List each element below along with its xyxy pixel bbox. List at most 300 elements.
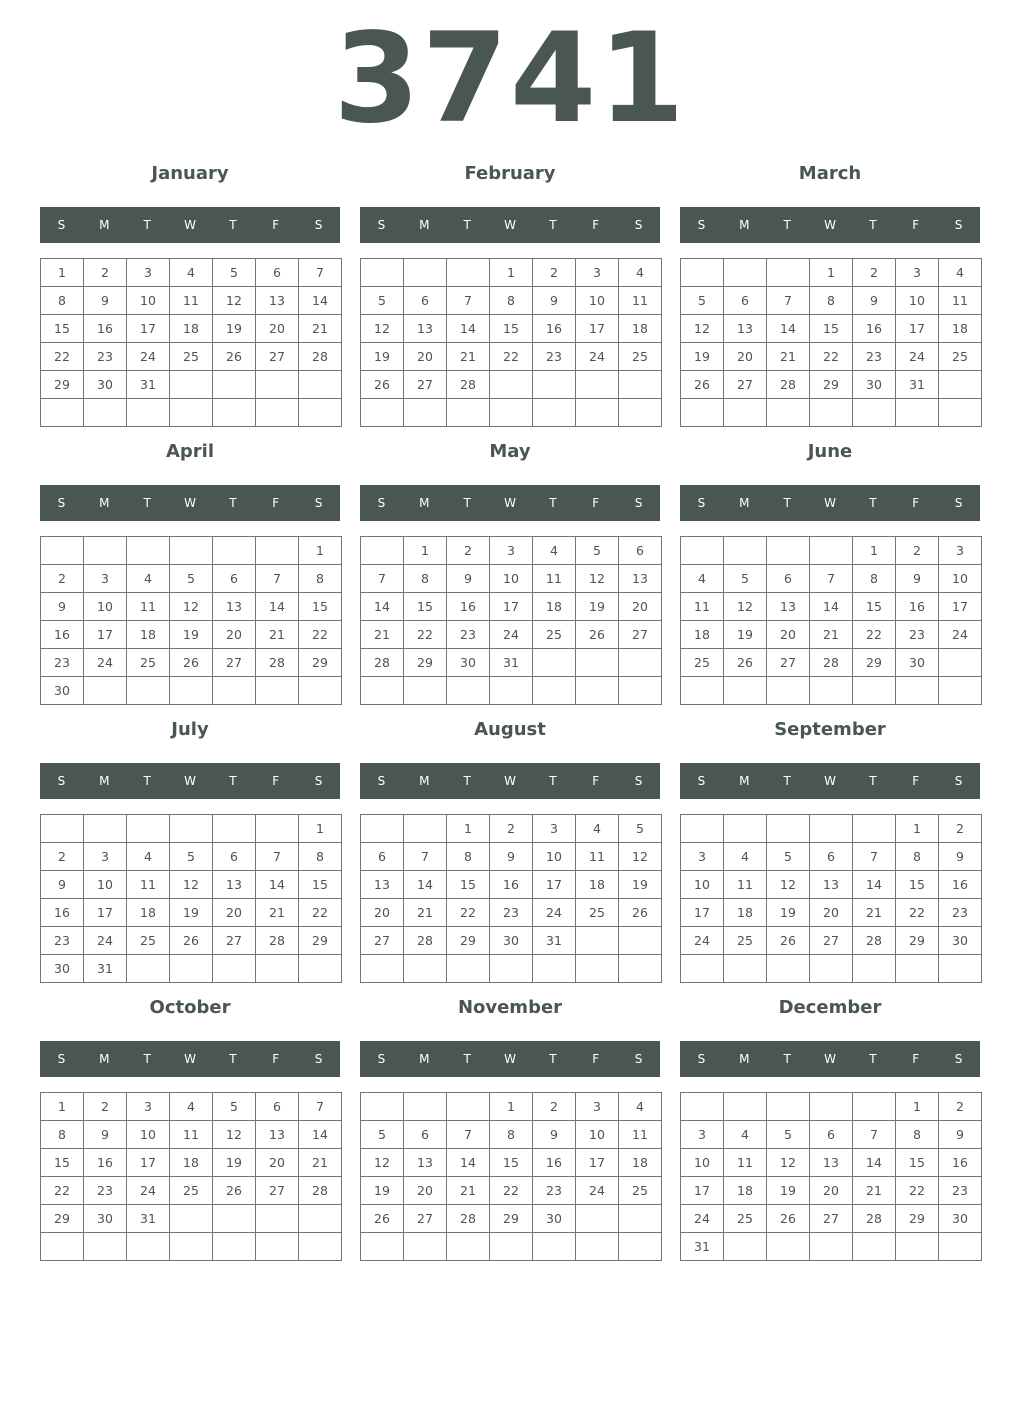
day-cell: 10: [576, 287, 619, 315]
day-cell: 18: [724, 1177, 767, 1205]
day-cell: 24: [576, 1177, 619, 1205]
day-cell: 5: [767, 843, 810, 871]
day-cell: [170, 371, 213, 399]
day-cell: 11: [724, 1149, 767, 1177]
day-cell: 21: [447, 343, 490, 371]
day-cell: 7: [256, 565, 299, 593]
day-cell: [404, 677, 447, 705]
day-cell: 16: [939, 1149, 982, 1177]
day-cell: [619, 371, 662, 399]
day-cell: [724, 677, 767, 705]
day-cell: 4: [724, 843, 767, 871]
day-cell: 16: [533, 315, 576, 343]
weekday-label: M: [739, 496, 750, 510]
weekday-label: M: [419, 1052, 430, 1066]
day-cell: [299, 1205, 342, 1233]
day-cell: [853, 399, 896, 427]
weekday-label: W: [184, 496, 196, 510]
day-cell: 5: [361, 1121, 404, 1149]
day-cell: [619, 677, 662, 705]
day-cell: 7: [810, 565, 853, 593]
day-cell: 28: [767, 371, 810, 399]
weekday-label: S: [314, 496, 323, 510]
weekday-label: F: [592, 496, 600, 510]
day-cell: 6: [767, 565, 810, 593]
day-cell: 20: [810, 899, 853, 927]
day-cell: 17: [490, 593, 533, 621]
weekday-label: W: [504, 1052, 516, 1066]
day-cell: 26: [361, 1205, 404, 1233]
day-cell: [404, 955, 447, 983]
day-cell: 8: [490, 287, 533, 315]
weekday-label: T: [463, 218, 471, 232]
day-cell: [361, 677, 404, 705]
weekday-header: [360, 763, 660, 799]
day-cell: [170, 677, 213, 705]
weekday-label: T: [869, 774, 877, 788]
day-cell: [576, 399, 619, 427]
day-grid: [360, 536, 662, 705]
day-cell: 20: [213, 621, 256, 649]
day-cell: [447, 677, 490, 705]
day-cell: 25: [170, 343, 213, 371]
day-cell: 4: [619, 259, 662, 287]
day-cell: 12: [170, 593, 213, 621]
day-cell: 30: [84, 371, 127, 399]
day-cell: [576, 371, 619, 399]
day-cell: 5: [361, 287, 404, 315]
week-row: [41, 593, 342, 621]
day-cell: 30: [853, 371, 896, 399]
day-cell: 15: [853, 593, 896, 621]
day-cell: 4: [170, 1093, 213, 1121]
day-cell: 22: [853, 621, 896, 649]
day-cell: 8: [447, 843, 490, 871]
day-cell: 9: [939, 1121, 982, 1149]
day-cell: 16: [939, 871, 982, 899]
day-cell: [490, 955, 533, 983]
day-cell: 29: [853, 649, 896, 677]
day-cell: 1: [404, 537, 447, 565]
week-row: [361, 593, 662, 621]
day-cell: [404, 259, 447, 287]
weekday-label: W: [824, 774, 836, 788]
day-cell: [681, 537, 724, 565]
day-cell: 15: [810, 315, 853, 343]
weekday-label: T: [549, 774, 557, 788]
day-cell: 9: [84, 1121, 127, 1149]
weekday-label: S: [57, 1052, 66, 1066]
day-cell: [853, 1093, 896, 1121]
day-cell: 8: [896, 843, 939, 871]
day-cell: 6: [404, 1121, 447, 1149]
day-cell: 28: [853, 1205, 896, 1233]
day-cell: [939, 677, 982, 705]
day-cell: [256, 815, 299, 843]
day-cell: 27: [404, 1205, 447, 1233]
day-cell: 24: [681, 927, 724, 955]
weekday-label: T: [549, 496, 557, 510]
weekday-label: S: [634, 1052, 643, 1066]
day-cell: [853, 677, 896, 705]
day-cell: 8: [299, 565, 342, 593]
weekday-label: W: [504, 774, 516, 788]
day-cell: 3: [681, 843, 724, 871]
day-cell: 20: [256, 1149, 299, 1177]
day-cell: 29: [896, 1205, 939, 1233]
day-cell: 28: [810, 649, 853, 677]
weekday-label: S: [377, 1052, 386, 1066]
day-cell: 26: [619, 899, 662, 927]
day-cell: [853, 815, 896, 843]
day-cell: 13: [767, 593, 810, 621]
weekday-label: F: [912, 1052, 920, 1066]
weekday-label: T: [869, 1052, 877, 1066]
weekday-label: T: [869, 496, 877, 510]
weekday-label: S: [697, 496, 706, 510]
week-row: [41, 565, 342, 593]
day-cell: [299, 371, 342, 399]
weekday-header: [680, 485, 980, 521]
day-cell: 12: [619, 843, 662, 871]
day-cell: 23: [939, 899, 982, 927]
day-cell: 2: [853, 259, 896, 287]
week-row: [681, 1233, 982, 1261]
week-row: [41, 871, 342, 899]
day-cell: [619, 1233, 662, 1261]
week-row: [41, 1205, 342, 1233]
day-cell: 5: [213, 259, 256, 287]
day-cell: [361, 955, 404, 983]
day-cell: 27: [256, 343, 299, 371]
day-cell: 10: [576, 1121, 619, 1149]
day-cell: 8: [41, 1121, 84, 1149]
day-cell: 7: [256, 843, 299, 871]
day-cell: 23: [533, 1177, 576, 1205]
day-cell: [127, 815, 170, 843]
day-cell: 11: [127, 871, 170, 899]
day-cell: 2: [41, 565, 84, 593]
weekday-label: F: [272, 774, 280, 788]
week-row: [361, 843, 662, 871]
day-cell: 5: [576, 537, 619, 565]
day-cell: 16: [41, 621, 84, 649]
day-cell: 18: [127, 621, 170, 649]
day-cell: 31: [896, 371, 939, 399]
day-cell: 21: [256, 621, 299, 649]
day-cell: [767, 537, 810, 565]
weekday-label: T: [229, 1052, 237, 1066]
day-cell: 24: [896, 343, 939, 371]
week-row: [681, 955, 982, 983]
week-row: [361, 621, 662, 649]
day-grid: [40, 536, 342, 705]
week-row: [681, 871, 982, 899]
day-cell: [810, 399, 853, 427]
day-cell: 30: [896, 649, 939, 677]
day-cell: [767, 677, 810, 705]
day-cell: 21: [853, 1177, 896, 1205]
day-cell: 21: [361, 621, 404, 649]
day-cell: 21: [299, 315, 342, 343]
weekday-header: [40, 485, 340, 521]
day-cell: [127, 677, 170, 705]
weekday-label: T: [143, 1052, 151, 1066]
day-cell: [767, 399, 810, 427]
day-cell: [533, 371, 576, 399]
weekday-label: M: [739, 1052, 750, 1066]
day-cell: 14: [256, 593, 299, 621]
day-cell: [41, 815, 84, 843]
week-row: [361, 927, 662, 955]
week-row: [361, 537, 662, 565]
day-cell: 19: [170, 899, 213, 927]
week-row: [41, 1177, 342, 1205]
day-cell: [533, 399, 576, 427]
day-cell: 12: [213, 1121, 256, 1149]
day-cell: 22: [896, 899, 939, 927]
day-cell: 19: [767, 899, 810, 927]
day-cell: 2: [939, 1093, 982, 1121]
day-cell: 14: [299, 1121, 342, 1149]
day-cell: 18: [681, 621, 724, 649]
week-row: [41, 815, 342, 843]
weekday-label: M: [739, 774, 750, 788]
day-cell: [447, 399, 490, 427]
day-cell: 30: [939, 1205, 982, 1233]
day-cell: 11: [576, 843, 619, 871]
day-cell: 29: [299, 649, 342, 677]
weekday-label: S: [634, 496, 643, 510]
day-cell: 15: [447, 871, 490, 899]
day-cell: 11: [127, 593, 170, 621]
day-cell: 12: [767, 871, 810, 899]
weekday-label: S: [57, 496, 66, 510]
week-row: [361, 871, 662, 899]
weekday-label: S: [314, 774, 323, 788]
day-grid: [680, 536, 982, 705]
day-cell: 24: [533, 899, 576, 927]
day-cell: [361, 537, 404, 565]
weekday-label: W: [184, 774, 196, 788]
day-cell: 14: [853, 1149, 896, 1177]
day-cell: 31: [127, 371, 170, 399]
week-row: [681, 815, 982, 843]
day-cell: 11: [681, 593, 724, 621]
day-cell: [724, 399, 767, 427]
weekday-label: F: [912, 774, 920, 788]
week-row: [361, 1233, 662, 1261]
day-cell: 15: [404, 593, 447, 621]
day-cell: 19: [767, 1177, 810, 1205]
weekday-label: F: [272, 218, 280, 232]
day-cell: 24: [490, 621, 533, 649]
week-row: [361, 259, 662, 287]
day-cell: 12: [724, 593, 767, 621]
day-cell: [767, 815, 810, 843]
day-cell: 24: [84, 649, 127, 677]
day-cell: 18: [576, 871, 619, 899]
day-cell: [619, 399, 662, 427]
day-cell: 25: [619, 343, 662, 371]
day-cell: 21: [447, 1177, 490, 1205]
day-cell: 18: [170, 315, 213, 343]
week-row: [41, 1233, 342, 1261]
day-cell: 6: [724, 287, 767, 315]
day-cell: [767, 955, 810, 983]
day-cell: [447, 955, 490, 983]
day-cell: [170, 955, 213, 983]
weekday-label: T: [229, 218, 237, 232]
day-cell: [256, 1233, 299, 1261]
day-cell: 25: [576, 899, 619, 927]
day-cell: 22: [41, 343, 84, 371]
day-cell: 28: [299, 343, 342, 371]
weekday-header: [680, 763, 980, 799]
day-cell: 23: [41, 927, 84, 955]
day-cell: 13: [810, 871, 853, 899]
day-cell: 9: [896, 565, 939, 593]
weekday-label: F: [272, 496, 280, 510]
day-cell: [361, 1093, 404, 1121]
day-cell: [213, 1233, 256, 1261]
day-cell: [619, 1205, 662, 1233]
day-cell: 16: [41, 899, 84, 927]
day-cell: 27: [256, 1177, 299, 1205]
day-cell: 6: [256, 259, 299, 287]
day-cell: 24: [84, 927, 127, 955]
day-cell: [213, 815, 256, 843]
day-cell: 19: [213, 1149, 256, 1177]
day-cell: 22: [896, 1177, 939, 1205]
month-name: January: [151, 163, 229, 184]
weekday-label: S: [314, 1052, 323, 1066]
weekday-label: T: [783, 1052, 791, 1066]
day-cell: 7: [361, 565, 404, 593]
day-cell: 31: [533, 927, 576, 955]
day-cell: 29: [41, 1205, 84, 1233]
weekday-header: [680, 1041, 980, 1077]
day-cell: 17: [127, 1149, 170, 1177]
week-row: [681, 593, 982, 621]
day-cell: [853, 955, 896, 983]
day-cell: [256, 955, 299, 983]
day-cell: 2: [447, 537, 490, 565]
day-cell: [213, 677, 256, 705]
day-cell: [127, 537, 170, 565]
day-cell: [84, 537, 127, 565]
day-cell: 30: [41, 955, 84, 983]
day-cell: 11: [939, 287, 982, 315]
day-cell: [724, 815, 767, 843]
day-grid: [360, 258, 662, 427]
weekday-label: S: [954, 496, 963, 510]
day-cell: [681, 399, 724, 427]
weekday-header: [680, 207, 980, 243]
day-cell: 10: [681, 871, 724, 899]
day-cell: 4: [681, 565, 724, 593]
weekday-label: S: [377, 774, 386, 788]
day-cell: 26: [724, 649, 767, 677]
day-cell: 19: [576, 593, 619, 621]
day-cell: 10: [681, 1149, 724, 1177]
weekday-label: T: [549, 1052, 557, 1066]
day-cell: [681, 815, 724, 843]
week-row: [681, 287, 982, 315]
day-cell: [619, 649, 662, 677]
day-cell: [576, 927, 619, 955]
day-cell: 29: [299, 927, 342, 955]
day-cell: 4: [533, 537, 576, 565]
week-row: [41, 343, 342, 371]
week-row: [681, 1093, 982, 1121]
day-cell: 6: [213, 843, 256, 871]
day-cell: 15: [299, 593, 342, 621]
weekday-label: W: [184, 218, 196, 232]
weekday-label: T: [143, 218, 151, 232]
day-cell: 6: [361, 843, 404, 871]
day-cell: 8: [299, 843, 342, 871]
day-cell: 22: [299, 621, 342, 649]
day-cell: 25: [127, 927, 170, 955]
day-cell: 6: [213, 565, 256, 593]
day-cell: 3: [533, 815, 576, 843]
day-cell: 23: [84, 1177, 127, 1205]
week-row: [361, 287, 662, 315]
week-row: [681, 343, 982, 371]
day-cell: 1: [853, 537, 896, 565]
day-cell: 17: [576, 315, 619, 343]
week-row: [41, 899, 342, 927]
day-cell: 31: [84, 955, 127, 983]
day-cell: 28: [256, 927, 299, 955]
day-cell: 23: [533, 343, 576, 371]
day-cell: 2: [533, 1093, 576, 1121]
day-grid: [40, 258, 342, 427]
week-row: [361, 399, 662, 427]
day-cell: [724, 259, 767, 287]
day-cell: 16: [84, 1149, 127, 1177]
weekday-label: W: [824, 218, 836, 232]
day-cell: 17: [896, 315, 939, 343]
week-row: [681, 1177, 982, 1205]
weekday-header: [40, 1041, 340, 1077]
day-cell: 16: [533, 1149, 576, 1177]
day-cell: [853, 1233, 896, 1261]
day-cell: 9: [533, 287, 576, 315]
day-cell: 23: [490, 899, 533, 927]
day-cell: 20: [619, 593, 662, 621]
day-cell: [767, 259, 810, 287]
day-cell: [939, 399, 982, 427]
day-cell: 15: [299, 871, 342, 899]
day-cell: 19: [681, 343, 724, 371]
weekday-header: [360, 1041, 660, 1077]
day-cell: [896, 955, 939, 983]
day-cell: 14: [810, 593, 853, 621]
day-cell: 7: [853, 1121, 896, 1149]
day-cell: 8: [810, 287, 853, 315]
day-cell: 25: [724, 1205, 767, 1233]
year-title: 3741: [333, 7, 687, 151]
day-cell: 20: [724, 343, 767, 371]
day-cell: 2: [41, 843, 84, 871]
week-row: [681, 1149, 982, 1177]
day-cell: 10: [490, 565, 533, 593]
day-cell: 31: [127, 1205, 170, 1233]
weekday-label: F: [592, 774, 600, 788]
day-cell: 13: [619, 565, 662, 593]
